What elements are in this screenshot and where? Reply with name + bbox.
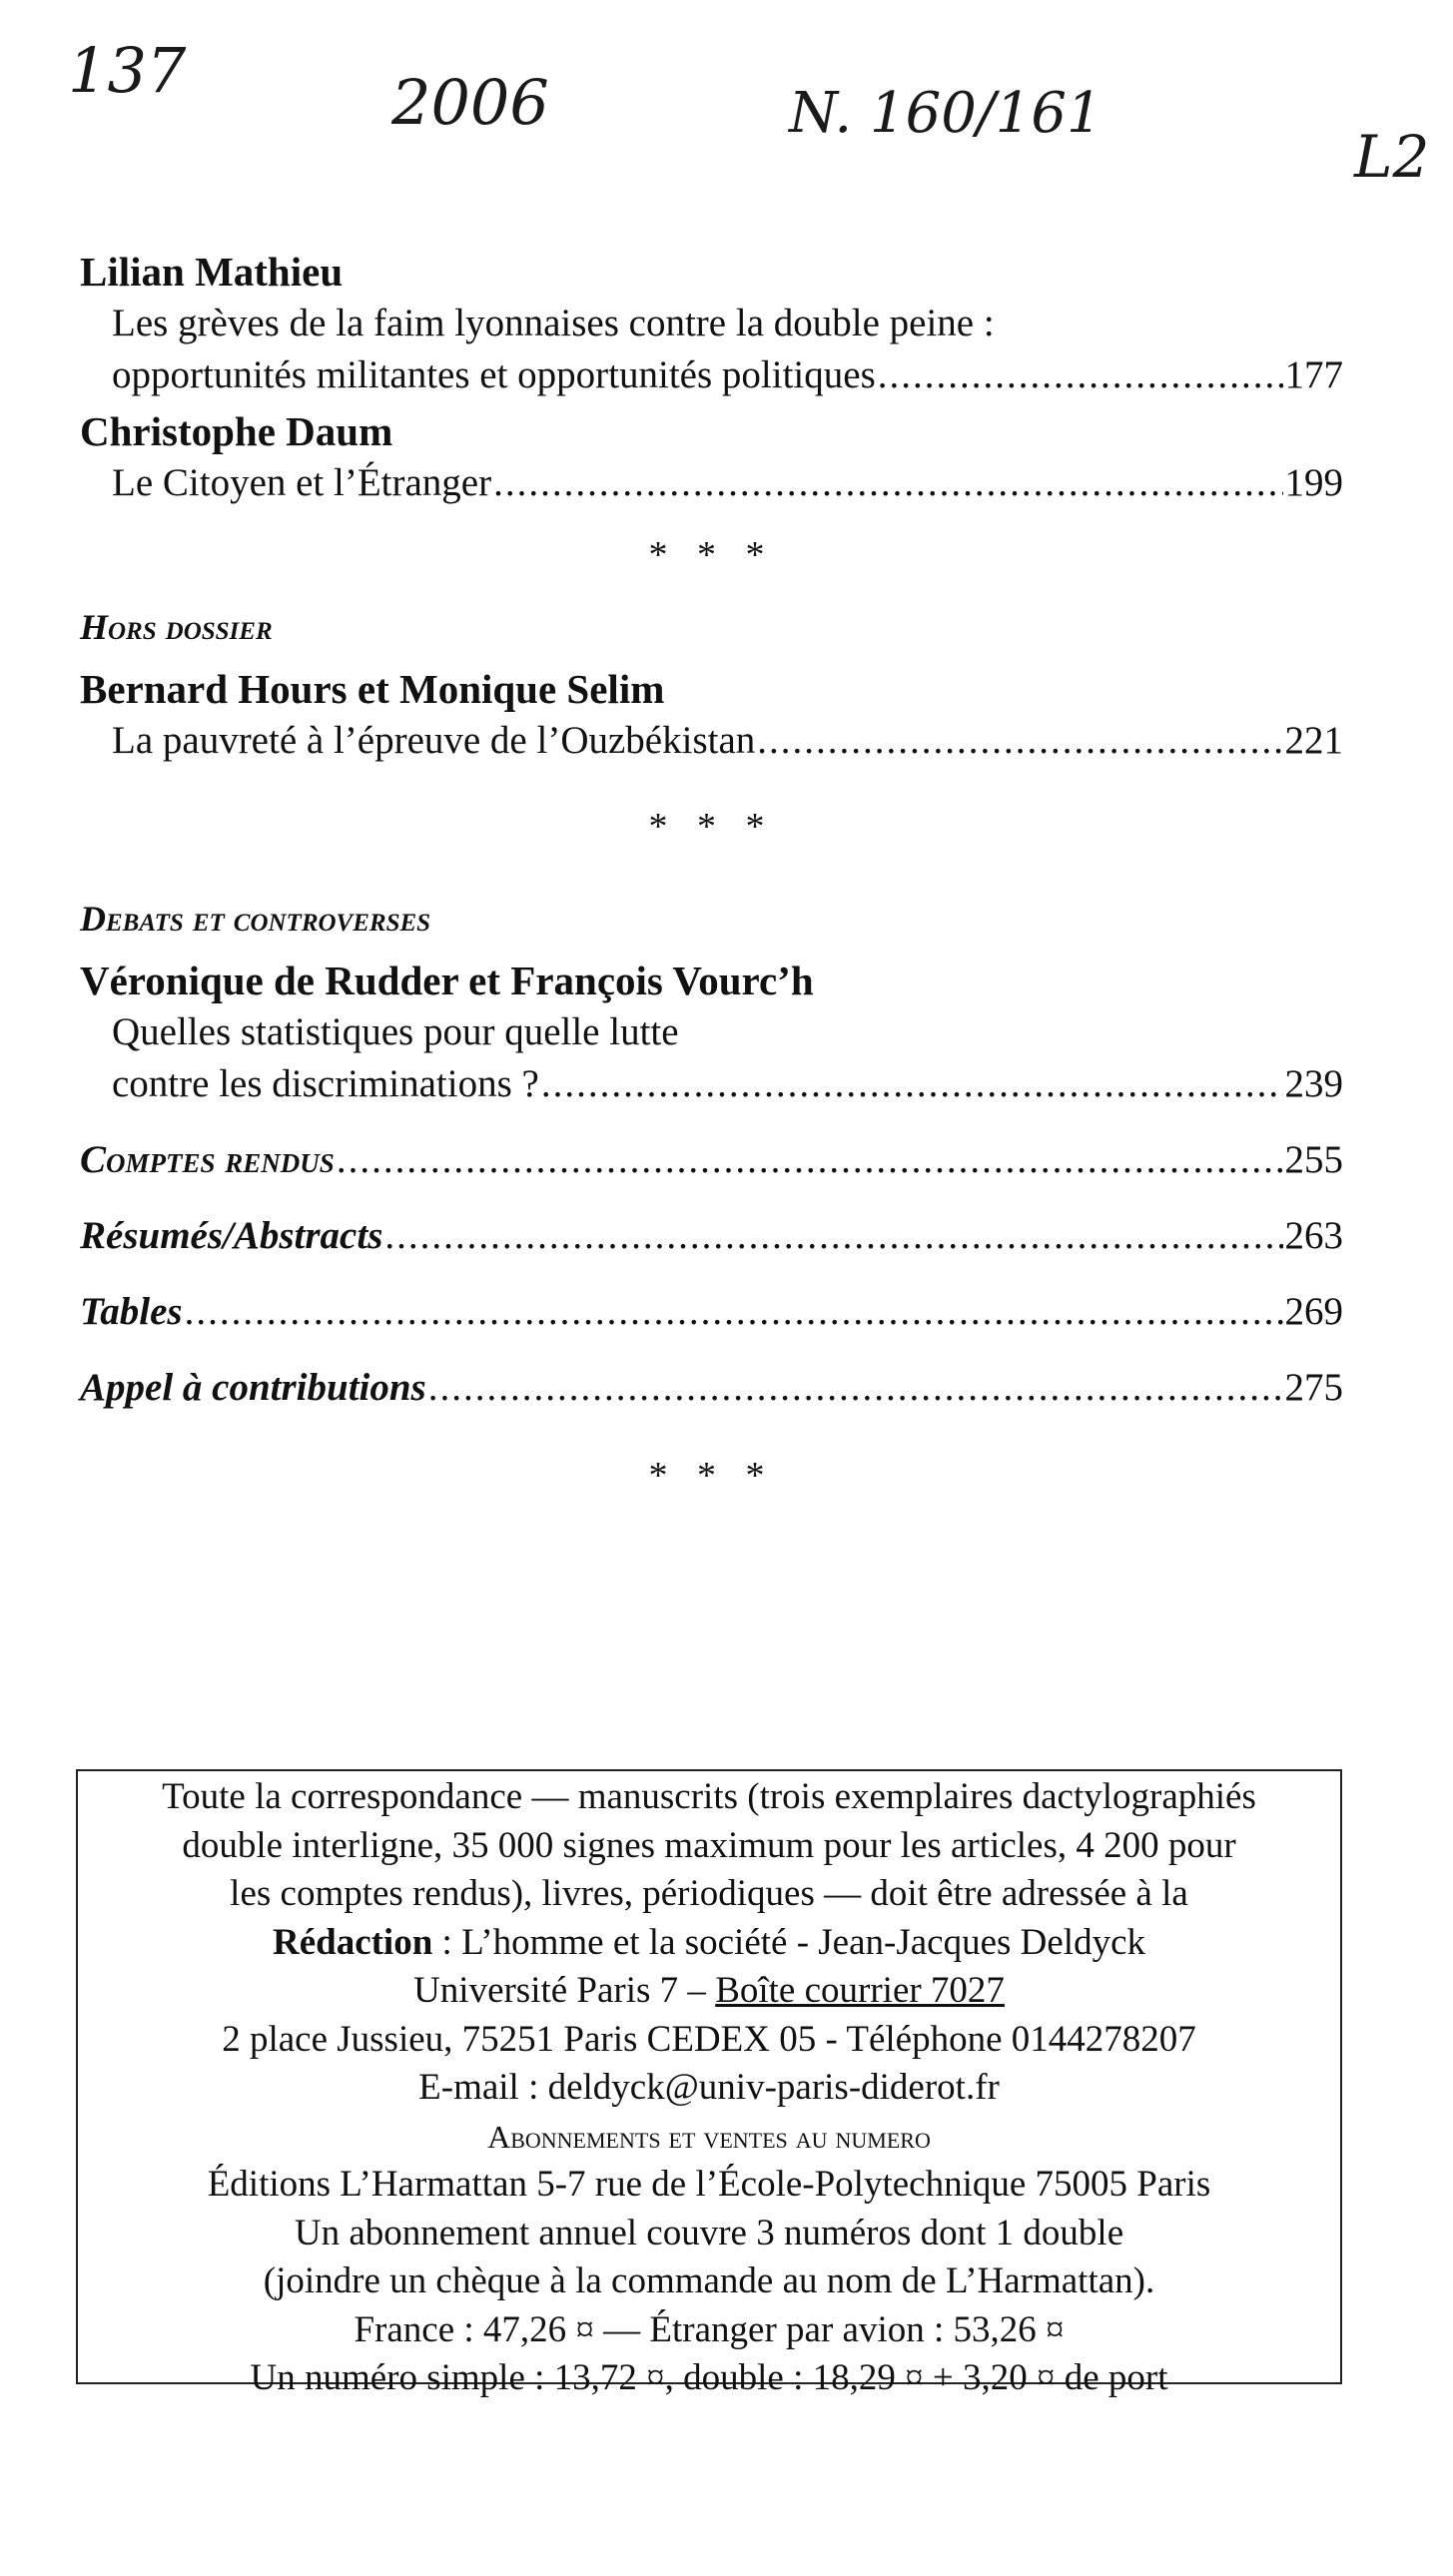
toc-entry [80,246,1343,401]
section-label: Appel à contributions [80,1366,426,1409]
section-label: Comptes rendus [80,1138,335,1181]
dot-leader [878,349,1283,401]
dot-leader [757,715,1282,767]
section-label: Résumés/Abstracts [80,1214,383,1257]
page-number: 199 [1284,461,1343,504]
entry-title-row [112,715,1343,767]
entry-title-line: Le Citoyen et l’Étranger [112,461,492,504]
entry-author: Lilian Mathieu [80,249,344,295]
entry-title-line: Les grèves de la faim lyonnaises contre la double peine : [112,302,995,344]
price-line: France : 47,26 ¤ — Étranger par avion : 53,26 ¤ [354,2308,1065,2350]
toc-entry [80,955,1343,1110]
dot-leader [493,457,1282,509]
separator-stars: * * * [648,1455,775,1497]
handwritten-code: L2 [1354,123,1430,191]
dot-leader [185,1286,1283,1338]
entry-author: Bernard Hours et Monique Selim [80,666,665,712]
entry-title-line: La pauvreté à l’épreuve de l’Ouzbékistan [112,719,756,762]
box-line: double interligne, 35 000 signes maximum pour les articles, 4 200 pour [182,1824,1236,1866]
email-line: E-mail : deldyck@univ-paris-diderot.fr [418,2067,1000,2108]
handwritten-year: 2006 [391,66,549,139]
page-number: 263 [1284,1214,1343,1257]
section-label-hors-dossier: Hors dossier [80,607,273,647]
page-number: 255 [1284,1138,1343,1181]
subscriptions-heading: Abonnements et ventes au numero [487,2118,931,2155]
box-line: Éditions L’Harmattan 5-7 rue de l’École-Polytechnique 75005 Paris [207,2164,1211,2205]
mailbox-text: Boîte courrier 7027 [715,1970,1005,2011]
dot-leader [428,1362,1283,1414]
dot-leader [384,1210,1282,1262]
box-line: Un abonnement annuel couvre 3 numéros dont 1 double [294,2212,1124,2254]
toc-section-resumes [80,1210,1343,1262]
entry-title-line: opportunités militantes et opportunités politiques [112,353,876,396]
handwritten-number: 137 [68,34,187,107]
entry-title-row [112,457,1343,509]
entry-title-line: Quelles statistiques pour quelle lutte [112,1010,679,1053]
redaction-address: : L’homme et la société - Jean-Jacques Deldyck [432,1921,1146,1963]
box-line: les comptes rendus), livres, périodiques — doit être adressée à la [230,1873,1188,1914]
correspondence-box [76,1769,1342,2398]
toc-section-appel [80,1362,1343,1414]
toc-section-tables [80,1286,1343,1338]
separator-stars: * * * [648,534,775,576]
university-text: Université Paris 7 – [413,1970,716,2011]
box-line [78,1919,1340,1968]
box-line: 2 place Jussieu, 75251 Paris CEDEX 05 - Téléphone 0144278207 [222,2018,1196,2060]
dot-leader [541,1058,1283,1110]
page-number: 239 [1284,1062,1343,1105]
entry-title-row [112,1058,1343,1110]
toc-entry [80,663,1343,767]
box-line: (joindre un chèque à la commande au nom de L’Harmattan). [263,2260,1155,2301]
box-line [78,1967,1340,2016]
section-label: Tables [80,1290,183,1333]
box-line: Toute la correspondance — manuscrits (trois exemplaires dactylographiés [162,1776,1256,1817]
page-number: 269 [1284,1290,1343,1333]
entry-title-row [112,349,1343,401]
redaction-label: Rédaction [272,1921,433,1963]
price-line: Un numéro simple : 13,72 ¤, double : 18,29 ¤ + 3,20 ¤ de port [250,2357,1168,2398]
entry-title-line: contre les discriminations ? [112,1062,539,1105]
toc-section-comptes-rendus [80,1134,1343,1186]
handwritten-issue: N. 160/161 [789,81,1102,146]
toc-entry [80,405,1343,509]
page-number: 221 [1284,719,1343,762]
section-label-debats: Debats et controverses [80,899,431,939]
separator-stars: * * * [648,806,775,848]
page-number: 177 [1284,353,1343,396]
entry-author: Christophe Daum [80,408,393,454]
page-number: 275 [1284,1366,1343,1409]
dot-leader [337,1134,1283,1186]
table-of-contents [80,246,1343,1502]
entry-author: Véronique de Rudder et François Vourc’h [80,958,814,1003]
